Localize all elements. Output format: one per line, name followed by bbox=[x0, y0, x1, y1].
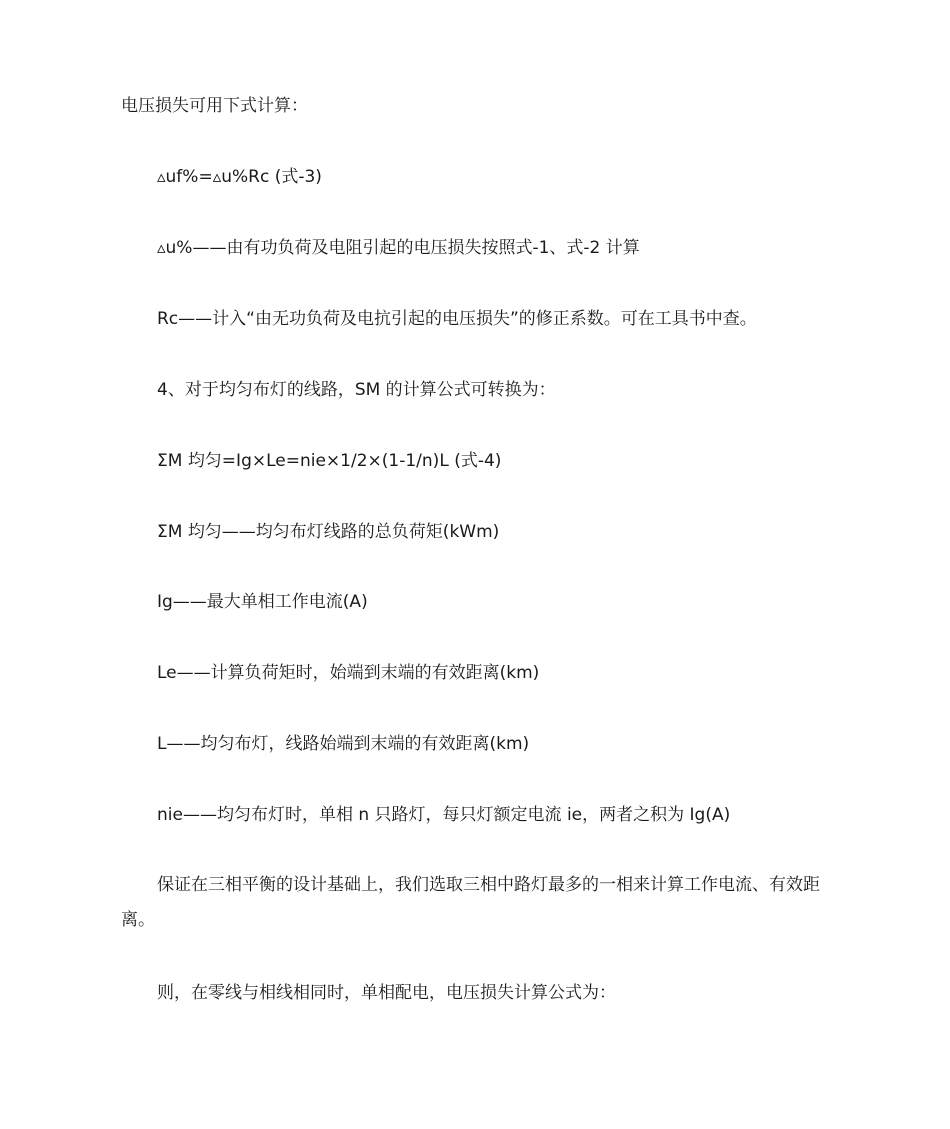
formula-3: ▵uf%=▵u%Rc (式-3) bbox=[157, 167, 322, 187]
definition-ig: Ig——最大单相工作电流(A) bbox=[157, 592, 368, 612]
section-4-heading: 4、对于均匀布灯的线路，SM 的计算公式可转换为： bbox=[157, 380, 556, 400]
formula-4: ΣM 均匀=Ig×Le=nie×1/2×(1-1/n)L (式-4) bbox=[157, 451, 502, 471]
definition-delta-u: ▵u%——由有功负荷及电阻引起的电压损失按照式-1、式-2 计算 bbox=[157, 238, 640, 258]
definition-nie: nie——均匀布灯时，单相 n 只路灯，每只灯额定电流 ie，两者之积为 Ig(A) bbox=[157, 805, 731, 825]
definition-l: L——均匀布灯，线路始端到末端的有效距离(km) bbox=[157, 734, 530, 754]
paragraph-intro: 电压损失可用下式计算： bbox=[121, 96, 308, 116]
definition-sum-m: ΣM 均匀——均匀布灯线路的总负荷矩(kWm) bbox=[157, 522, 500, 542]
paragraph-single-phase: 则，在零线与相线相同时，单相配电，电压损失计算公式为： bbox=[157, 983, 616, 1003]
definition-le: Le——计算负荷矩时，始端到末端的有效距离(km) bbox=[157, 663, 540, 683]
definition-rc: Rc——计入“由无功负荷及电抗引起的电压损失”的修正系数。可在工具书中查。 bbox=[157, 309, 757, 329]
paragraph-three-phase: 保证在三相平衡的设计基础上，我们选取三相中路灯最多的一相来计算工作电流、有效距离。 bbox=[121, 875, 820, 930]
